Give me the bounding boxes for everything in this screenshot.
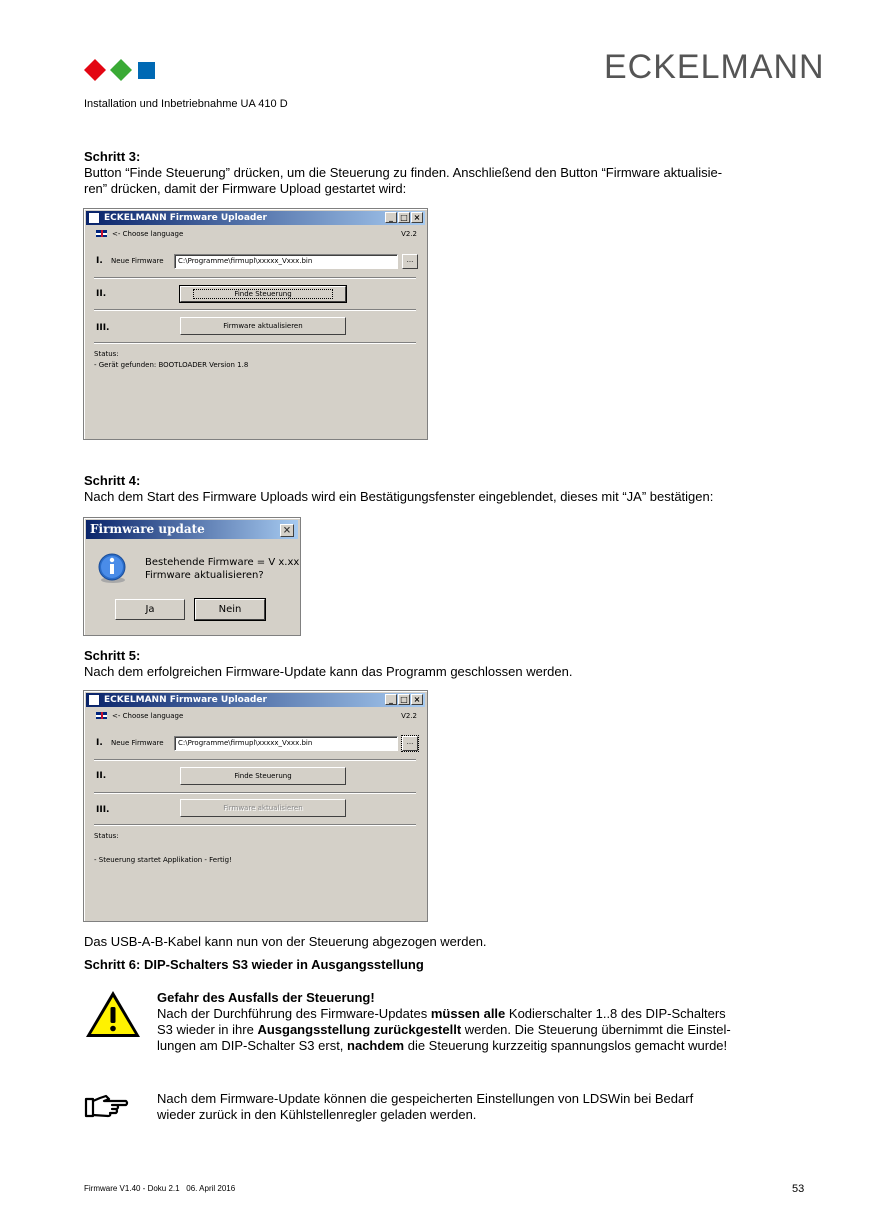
no-button[interactable]: Nein	[195, 599, 265, 620]
uploader-titlebar	[86, 693, 425, 707]
separator	[94, 342, 416, 344]
status-text: - Gerät gefunden: BOOTLOADER Version 1.8	[94, 361, 249, 369]
step-i-label: I.	[96, 738, 103, 748]
warning-triangle-icon	[84, 989, 142, 1039]
version-label: V2.2	[401, 230, 417, 238]
app-icon	[88, 694, 100, 706]
brand-name: ECKELMANN	[604, 48, 825, 86]
status-text: - Steuerung startet Applikation - Fertig!	[94, 856, 232, 864]
minimize-button[interactable]: _	[385, 212, 397, 223]
step5-heading: Schritt 5:	[84, 648, 141, 663]
firmware-label: Neue Firmware	[111, 739, 164, 747]
version-label: V2.2	[401, 712, 417, 720]
minimize-button[interactable]: _	[385, 694, 397, 705]
footer-doc-info: Firmware V1.40 - Doku 2.1 06. April 2016	[84, 1184, 236, 1193]
step4-text: Nach dem Start des Firmware Uploads wird ein Bestätigungsfenster eingeblendet, dieses mit “JA” bestätigen:	[84, 489, 714, 504]
warning-text: werden. Die Steuerung übernimmt die Einstel-	[461, 1022, 731, 1037]
confirm-dialog	[83, 517, 301, 636]
app-icon	[88, 212, 100, 224]
step-ii-label: II.	[96, 289, 107, 299]
warning-text: lungen am DIP-Schalter S3 erst,	[157, 1038, 348, 1053]
separator	[94, 309, 416, 311]
uk-flag-icon[interactable]	[96, 712, 107, 719]
warning-line2	[157, 1022, 731, 1038]
separator	[94, 824, 416, 826]
close-button[interactable]: ×	[411, 694, 423, 705]
warning-line1	[157, 1006, 726, 1022]
status-label: Status:	[94, 350, 119, 358]
language-label: <- Choose language	[112, 230, 184, 238]
document-subtitle: Installation und Inbetriebnahme UA 410 D	[84, 98, 288, 110]
step-i-label: I.	[96, 256, 103, 266]
pointing-hand-icon	[84, 1093, 130, 1119]
maximize-button[interactable]: □	[398, 694, 410, 705]
separator	[94, 277, 416, 279]
step-iii-label: III.	[96, 805, 110, 815]
warning-text: Kodierschalter 1..8 des DIP-Schalters	[505, 1006, 726, 1021]
cable-note: Das USB-A-B-Kabel kann nun von der Steuerung abgezogen werden.	[84, 934, 487, 949]
dialog-titlebar	[86, 520, 298, 539]
language-label: <- Choose language	[112, 712, 184, 720]
info-icon	[96, 552, 128, 584]
dialog-title: Firmware update	[90, 522, 205, 536]
step6-heading: Schritt 6: DIP-Schalters S3 wieder in Ausgangsstellung	[84, 957, 424, 972]
yes-button[interactable]: Ja	[115, 599, 185, 620]
uploader-window-1	[83, 208, 428, 440]
browse-button[interactable]: ...	[402, 736, 418, 751]
warning-title: Gefahr des Ausfalls der Steuerung!	[157, 990, 375, 1005]
close-button[interactable]: ×	[411, 212, 423, 223]
step-iii-label: III.	[96, 323, 110, 333]
maximize-button[interactable]: □	[398, 212, 410, 223]
window-title: ECKELMANN Firmware Uploader	[104, 695, 267, 705]
browse-button[interactable]: ...	[402, 254, 418, 269]
page-number: 53	[792, 1183, 805, 1195]
status-label: Status:	[94, 832, 119, 840]
find-controller-label: Finde Steuerung	[193, 289, 332, 299]
firmware-path-input[interactable]: C:\Programme\firmupl\xxxxx_Vxxx.bin	[174, 736, 398, 751]
update-firmware-button-disabled[interactable]: Firmware aktualisieren	[180, 799, 346, 817]
firmware-path-input[interactable]: C:\Programme\firmupl\xxxxx_Vxxx.bin	[174, 254, 398, 269]
step4-heading: Schritt 4:	[84, 473, 141, 488]
dialog-message-line2: Firmware aktualisieren?	[145, 570, 264, 581]
warning-text: S3 wieder in ihre	[157, 1022, 258, 1037]
warning-emphasis: müssen alle	[430, 1006, 506, 1021]
uploader-titlebar	[86, 211, 425, 225]
separator	[94, 792, 416, 794]
update-firmware-button[interactable]: Firmware aktualisieren	[180, 317, 346, 335]
step3-text-line2: ren” drücken, damit der Firmware Upload gestartet wird:	[84, 181, 407, 196]
note-line2: wieder zurück in den Kühlstellenregler geladen werden.	[157, 1107, 477, 1122]
firmware-label: Neue Firmware	[111, 257, 164, 265]
step5-text: Nach dem erfolgreichen Firmware-Update kann das Programm geschlossen werden.	[84, 664, 573, 679]
window-title: ECKELMANN Firmware Uploader	[104, 213, 267, 223]
warning-text: die Steuerung kurzzeitig spannungslos gemacht wurde!	[404, 1038, 728, 1053]
warning-emphasis: nachdem	[347, 1038, 405, 1053]
find-controller-button[interactable]	[180, 286, 346, 302]
step-ii-label: II.	[96, 771, 107, 781]
uk-flag-icon[interactable]	[96, 230, 107, 237]
uploader-window-2	[83, 690, 428, 922]
step3-heading: Schritt 3:	[84, 149, 141, 164]
find-controller-button[interactable]: Finde Steuerung	[180, 767, 346, 785]
eckelmann-logo-marks	[84, 57, 156, 83]
separator	[94, 759, 416, 761]
step3-text-line1: Button “Finde Steuerung” drücken, um die Steuerung zu finden. Anschließend den Button “Firmware aktualisie-	[84, 165, 723, 180]
warning-emphasis: Ausgangsstellung zurückgestellt	[257, 1022, 462, 1037]
warning-line3	[157, 1038, 727, 1054]
note-line1: Nach dem Firmware-Update können die gespeicherten Einstellungen von LDSWin bei Bedarf	[157, 1091, 694, 1106]
warning-text: Nach der Durchführung des Firmware-Updates	[157, 1006, 431, 1021]
dialog-close-button[interactable]: ×	[280, 524, 294, 537]
dialog-message-line1: Bestehende Firmware = V x.xx	[145, 557, 300, 568]
